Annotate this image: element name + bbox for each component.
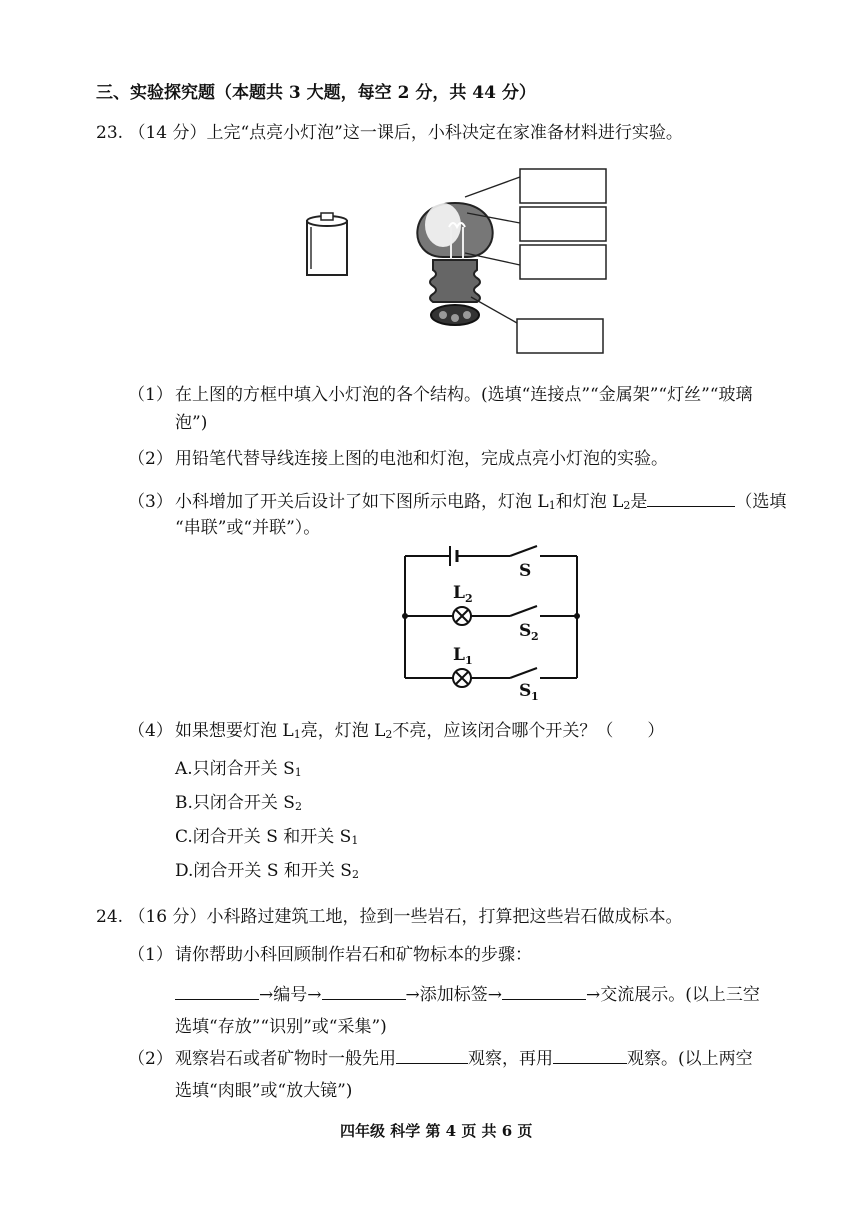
battery-icon [307,213,347,275]
answer-box-3 [520,245,606,279]
q24-p2-line2: 选填“肉眼”或“放大镜”) [175,1081,353,1101]
q23-p3-number: （3） [128,492,173,512]
q23-p4-text: 如果想要灯泡 L1亮，灯泡 L2不亮，应该闭合哪个开关？（ ） [175,721,665,741]
answer-box-1 [520,169,606,203]
circuit-diagram [395,540,595,700]
q23-p3-line1: 小科增加了开关后设计了如下图所示电路，灯泡 L1和灯泡 L2是 （选填 [175,487,786,512]
option-c[interactable]: C.闭合开关 S 和开关 S1 [175,827,359,847]
label-s2-sub: 2 [531,630,539,643]
answer-box-4 [517,319,603,353]
q24-flow-line2: 选填“存放”“识别”或“采集”) [175,1017,387,1037]
bulb-battery-figure [295,165,625,365]
q23-p1-line1: 在上图的方框中填入小灯泡的各个结构。(选填“连接点”“金属架”“灯丝”“玻璃 [175,385,753,405]
q23-p2-text: 用铅笔代替导线连接上图的电池和灯泡，完成点亮小灯泡的实验。 [175,449,668,469]
label-s1-sub: 1 [531,690,539,700]
flow-blank-1[interactable] [175,981,259,1000]
option-a[interactable]: A.只闭合开关 S1 [175,759,302,779]
label-s1: S [519,681,532,700]
q24-p2-line1: 观察岩石或者矿物时一般先用 观察，再用 观察。(以上两空 [175,1044,753,1069]
q24-flow-line: →编号→ →添加标签→ →交流展示。(以上三空 [175,980,760,1005]
flow-blank-3[interactable] [502,981,586,1000]
flow-blank-2[interactable] [322,981,406,1000]
label-l2: L [453,583,465,603]
label-s2: S [519,621,532,641]
label-l1-sub: 1 [465,654,473,667]
q23-p3-line2: “串联”或“并联”）。 [175,518,321,538]
section-title: 三、实验探究题（本题共 3 大题，每空 2 分，共 44 分） [96,83,536,103]
q24-p1-number: （1） [128,945,173,965]
q23-p4-number: （4） [128,721,173,741]
q23-p3-pre: 小科增加了开关后设计了如下图所示电路，灯泡 L [175,492,549,512]
q24-p1-text: 请你帮助小科回顾制作岩石和矿物标本的步骤： [175,945,532,965]
q23-stem: 23. （14 分）上完“点亮小灯泡”这一课后，小科决定在家准备材料进行实验。 [96,123,683,143]
observe-blank-1[interactable] [396,1045,468,1064]
q23-p1-number: （1） [128,385,173,405]
answer-box-2 [520,207,606,241]
bulb-icon [417,203,492,325]
q24-stem: 24. （16 分）小科路过建筑工地，捡到一些岩石，打算把这些岩石做成标本。 [96,907,683,927]
label-l2-sub: 2 [465,592,473,605]
q23-p2-number: （2） [128,449,173,469]
q24-p2-number: （2） [128,1049,173,1069]
q23-p1-line2: 泡”) [175,413,208,433]
option-b[interactable]: B.只闭合开关 S2 [175,793,302,813]
option-d[interactable]: D.闭合开关 S 和开关 S2 [175,861,359,881]
q23-p3-answer-blank[interactable] [647,488,735,507]
label-l1: L [453,645,465,665]
page-footer: 四年级 科学 第 4 页 共 6 页 [340,1122,533,1140]
label-s: S [519,561,532,581]
observe-blank-2[interactable] [553,1045,627,1064]
